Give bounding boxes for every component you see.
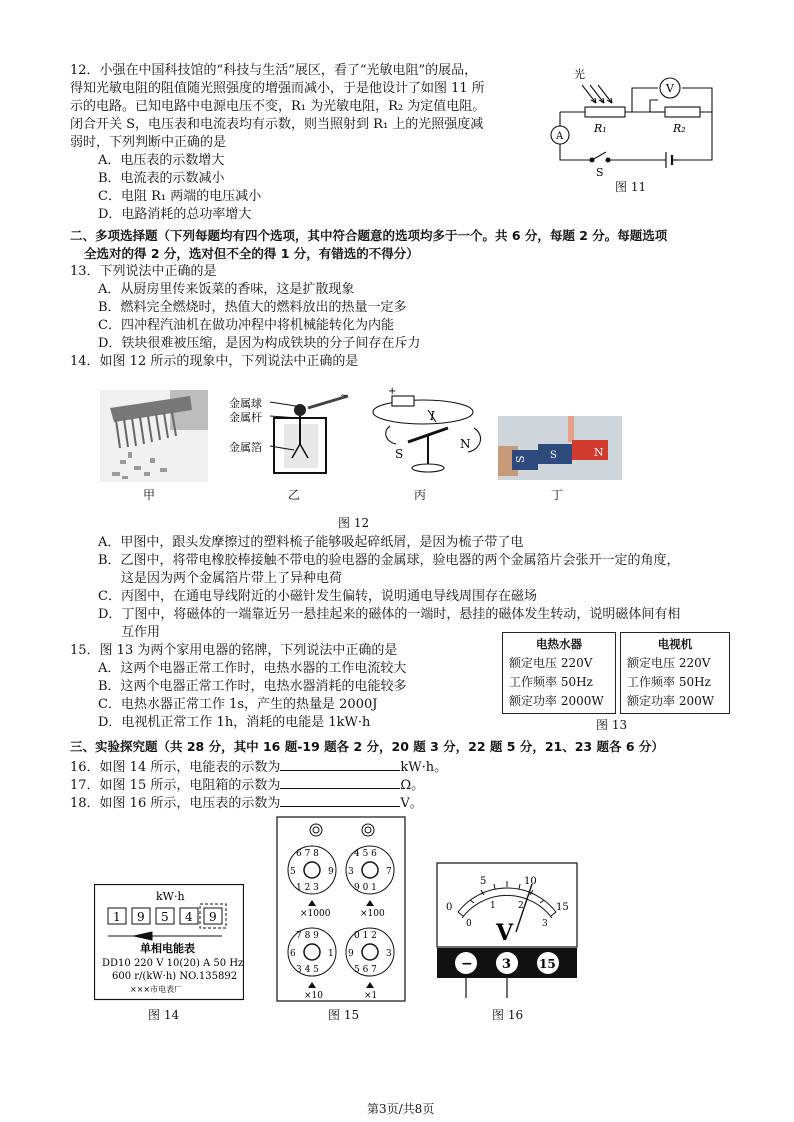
svg-text:+: + xyxy=(388,386,397,397)
figure-14-electricity-meter xyxy=(94,884,244,1002)
q14-option-c: C．丙图中，在通电导线附近的小磁针发生偏转，说明通电导线周围存在磁场 xyxy=(98,589,537,604)
figure-15-caption: 图 15 xyxy=(328,1008,360,1022)
switch-label: S xyxy=(596,166,604,179)
q18-prefix: 18．如图 16 所示，电压表的示数为 xyxy=(70,796,281,811)
q13-stem: 13．下列说法中正确的是 xyxy=(70,264,217,279)
svg-text:5: 5 xyxy=(290,867,296,877)
dial-x1[interactable] xyxy=(346,928,394,976)
dial-x1000[interactable] xyxy=(288,846,336,894)
meter-digit-1: 1 xyxy=(113,910,121,924)
svg-text:6: 6 xyxy=(290,949,296,959)
q18-line xyxy=(70,794,423,813)
meter-spec-2: 600 r/(kW·h) NO.135892 xyxy=(112,971,238,982)
q13-option-d: D．铁块很难被压缩，是因为构成铁块的分子间存在斥力 xyxy=(98,336,421,351)
svg-text:6 7 8: 6 7 8 xyxy=(296,849,319,859)
svg-text:~: ~ xyxy=(340,391,348,401)
svg-text:7 8 9: 7 8 9 xyxy=(296,931,319,941)
svg-text:3: 3 xyxy=(386,949,392,959)
q12-line-5: 弱时，下列判断中正确的是 xyxy=(70,135,227,150)
meter-maker: ×××市电表厂 xyxy=(130,985,183,994)
water-heater-title: 电热水器 xyxy=(536,637,582,651)
water-heater-nameplate xyxy=(502,632,616,714)
dial-x10[interactable] xyxy=(288,928,336,976)
q12-option-d: D．电路消耗的总功率增大 xyxy=(98,207,252,222)
figure-16-voltmeter xyxy=(436,862,578,1002)
metal-rod-label: 金属杆 xyxy=(229,411,262,424)
q14-option-d: D．丁图中，将磁体的一端靠近另一悬挂起来的磁体的一端时，悬挂的磁体发生转动，说明磁体间有相 xyxy=(98,607,681,622)
q12-option-a: A．电压表的示数增大 xyxy=(98,153,225,168)
terminal-3-label: 3 xyxy=(502,957,512,972)
q12-line-4: 闭合开关 S，电压表和电流表均有示数，则当照射到 R₁ 上的光照强度减 xyxy=(70,117,484,132)
svg-text:1 2 3: 1 2 3 xyxy=(296,883,319,893)
q17-line xyxy=(70,776,424,795)
multiplier-x10: ×10 xyxy=(304,991,323,1001)
q17-unit: Ω。 xyxy=(400,778,425,793)
figure-11-circuit xyxy=(540,60,720,195)
r2-label: R₂ xyxy=(673,122,686,135)
compass-n-label: N xyxy=(460,437,471,451)
q13-option-c: C．四冲程汽油机在做功冲程中将机械能转化为内能 xyxy=(98,318,394,333)
scale-top-10: 10 xyxy=(524,876,537,887)
q16-prefix: 16．如图 14 所示，电能表的示数为 xyxy=(70,760,281,775)
meter-unit-label: kW·h xyxy=(156,890,185,903)
meter-digit-5: 9 xyxy=(209,910,217,924)
meter-spec-1: DD10 220 V 10(20) A 50 Hz xyxy=(102,958,244,969)
light-label: 光 xyxy=(574,68,585,81)
q17-answer-blank[interactable] xyxy=(280,776,400,789)
q16-answer-blank[interactable] xyxy=(280,758,400,771)
svg-text:5 6 7: 5 6 7 xyxy=(354,965,377,975)
r1-label: R₁ xyxy=(594,122,607,135)
q15-stem: 15．图 13 为两个家用电器的铭牌，下列说法中正确的是 xyxy=(70,643,398,658)
svg-text:4 5 6: 4 5 6 xyxy=(354,849,377,859)
svg-text:1: 1 xyxy=(328,949,334,959)
multiplier-x1000: ×1000 xyxy=(300,909,331,919)
water-heater-voltage: 额定电压 220V xyxy=(509,656,593,670)
scale-bottom-3: 3 xyxy=(542,919,548,929)
dial-x100[interactable] xyxy=(346,846,394,894)
q13-option-a: A．从厨房里传来饭菜的香味，这是扩散现象 xyxy=(98,282,355,297)
figure-12-bing-label: 丙 xyxy=(414,488,427,502)
water-heater-power: 额定功率 2000W xyxy=(509,694,604,708)
q12-line-3: 示的电路。已知电路中电源电压不变，R₁ 为光敏电阻，R₂ 为定值电阻。 xyxy=(70,99,486,114)
figure-13-caption: 图 13 xyxy=(596,718,628,732)
water-heater-frequency: 工作频率 50Hz xyxy=(509,675,593,689)
q12-option-b: B．电流表的示数减小 xyxy=(98,171,225,186)
figure-12-bing-wire-compass xyxy=(368,386,488,486)
figure-12-jia-comb-photo xyxy=(100,390,208,482)
svg-text:N: N xyxy=(594,446,604,459)
svg-text:3: 3 xyxy=(348,867,354,877)
ammeter-symbol: A xyxy=(556,131,564,142)
figure-12-jia-label: 甲 xyxy=(143,488,156,502)
section-2-heading-1: 二、多项选择题（下列每题均有四个选项，其中符合题意的选项均多于一个。共 6 分，每题 2 分。每题选项 xyxy=(70,228,668,243)
compass-s-label: S xyxy=(395,447,404,461)
q14-option-b-cont: 这是因为两个金属箔片带上了异种电荷 xyxy=(121,571,343,586)
section-2-heading-2: 全选对的得 2 分，选对但不全的得 1 分，有错选的不得分） xyxy=(84,246,419,261)
meter-digit-2: 9 xyxy=(137,910,145,924)
terminal-negative-label: − xyxy=(461,956,473,972)
q15-option-d: D．电视机正常工作 1h，消耗的电能是 1kW·h xyxy=(98,715,371,730)
figure-15-resistance-box xyxy=(276,816,406,1002)
q17-prefix: 17．如图 15 所示，电阻箱的示数为 xyxy=(70,778,281,793)
tv-power: 额定功率 200W xyxy=(627,694,715,708)
figure-12-ding-label: 丁 xyxy=(551,488,564,502)
multiplier-x100: ×100 xyxy=(360,909,385,919)
q15-option-a: A．这两个电器正常工作时，电热水器的工作电流较大 xyxy=(98,661,407,676)
tv-voltage: 额定电压 220V xyxy=(627,656,711,670)
scale-top-5: 5 xyxy=(480,876,487,887)
tv-title: 电视机 xyxy=(657,637,693,651)
figure-11-caption: 图 11 xyxy=(615,180,647,194)
voltmeter-unit: V xyxy=(496,920,514,946)
figure-12-yi-electroscope xyxy=(226,388,366,483)
scale-bottom-1: 1 xyxy=(490,901,496,911)
q12-line-2: 得知光敏电阻的阻值随光照强度的增强而减小，于是他设计了如图 11 所 xyxy=(70,81,485,96)
q15-option-b: B．这两个电器正常工作时，电热水器消耗的电能较多 xyxy=(98,679,407,694)
figure-16-caption: 图 16 xyxy=(492,1008,524,1022)
scale-top-15: 15 xyxy=(556,902,569,913)
q16-unit: kW·h。 xyxy=(400,760,448,775)
terminal-15-label: 15 xyxy=(539,957,556,971)
tv-nameplate xyxy=(620,632,730,714)
svg-text:9: 9 xyxy=(328,867,334,877)
q16-line xyxy=(70,758,447,777)
q12-option-c: C．电阻 R₁ 两端的电压减小 xyxy=(98,189,262,204)
current-i-label: I xyxy=(430,409,435,423)
meter-title: 单相电能表 xyxy=(140,942,195,955)
tv-frequency: 工作频率 50Hz xyxy=(627,675,711,689)
figure-14-caption: 图 14 xyxy=(148,1008,180,1022)
metal-foil-label: 金属箔 xyxy=(229,441,262,454)
figure-12-caption: 图 12 xyxy=(338,516,370,530)
svg-text:S: S xyxy=(550,450,557,461)
q14-option-d-cont: 互作用 xyxy=(121,625,161,640)
q14-stem: 14．如图 12 所示的现象中，下列说法中正确的是 xyxy=(70,354,359,369)
svg-text:9: 9 xyxy=(348,949,354,959)
q18-unit: V。 xyxy=(400,796,423,811)
figure-12-yi-label: 乙 xyxy=(288,488,301,502)
section-3-heading: 三、实验探究题（共 28 分，其中 16 题-19 题各 2 分，20 题 3 分，22 题 5 分，21、23 题各 6 分） xyxy=(70,739,664,754)
page-number: 第3页/共8页 xyxy=(367,1102,435,1116)
multiplier-x1: ×1 xyxy=(364,991,378,1001)
q12-line-1: 12．小强在中国科技馆的“科技与生活”展区，看了“光敏电阻”的展品， xyxy=(70,63,478,78)
svg-text:S: S xyxy=(514,455,527,463)
q18-answer-blank[interactable] xyxy=(280,794,400,807)
q14-option-a: A．甲图中，跟头发摩擦过的塑料梳子能够吸起碎纸屑，是因为梳子带了电 xyxy=(98,535,524,550)
scale-bottom-2: 2 xyxy=(518,901,524,911)
svg-text:0 1 2: 0 1 2 xyxy=(354,931,377,941)
q14-option-b: B．乙图中，将带电橡胶棒接触不带电的验电器的金属球，验电器的两个金属箔片会张开一定的角度， xyxy=(98,553,680,568)
scale-top-0: 0 xyxy=(446,902,453,913)
svg-text:7: 7 xyxy=(386,867,392,877)
figure-12-ding-magnets-photo xyxy=(498,416,622,480)
voltmeter-symbol: V xyxy=(666,82,674,95)
meter-digit-3: 5 xyxy=(161,910,169,924)
scale-bottom-0: 0 xyxy=(466,919,472,929)
q15-option-c: C．电热水器正常工作 1s，产生的热量是 2000J xyxy=(98,697,378,712)
metal-ball-label: 金属球 xyxy=(229,397,262,410)
svg-text:9 0 1: 9 0 1 xyxy=(354,883,377,893)
svg-text:3 4 5: 3 4 5 xyxy=(296,965,319,975)
meter-digit-4: 4 xyxy=(185,910,193,924)
q13-option-b: B．燃料完全燃烧时，热值大的燃料放出的热量一定多 xyxy=(98,300,407,315)
